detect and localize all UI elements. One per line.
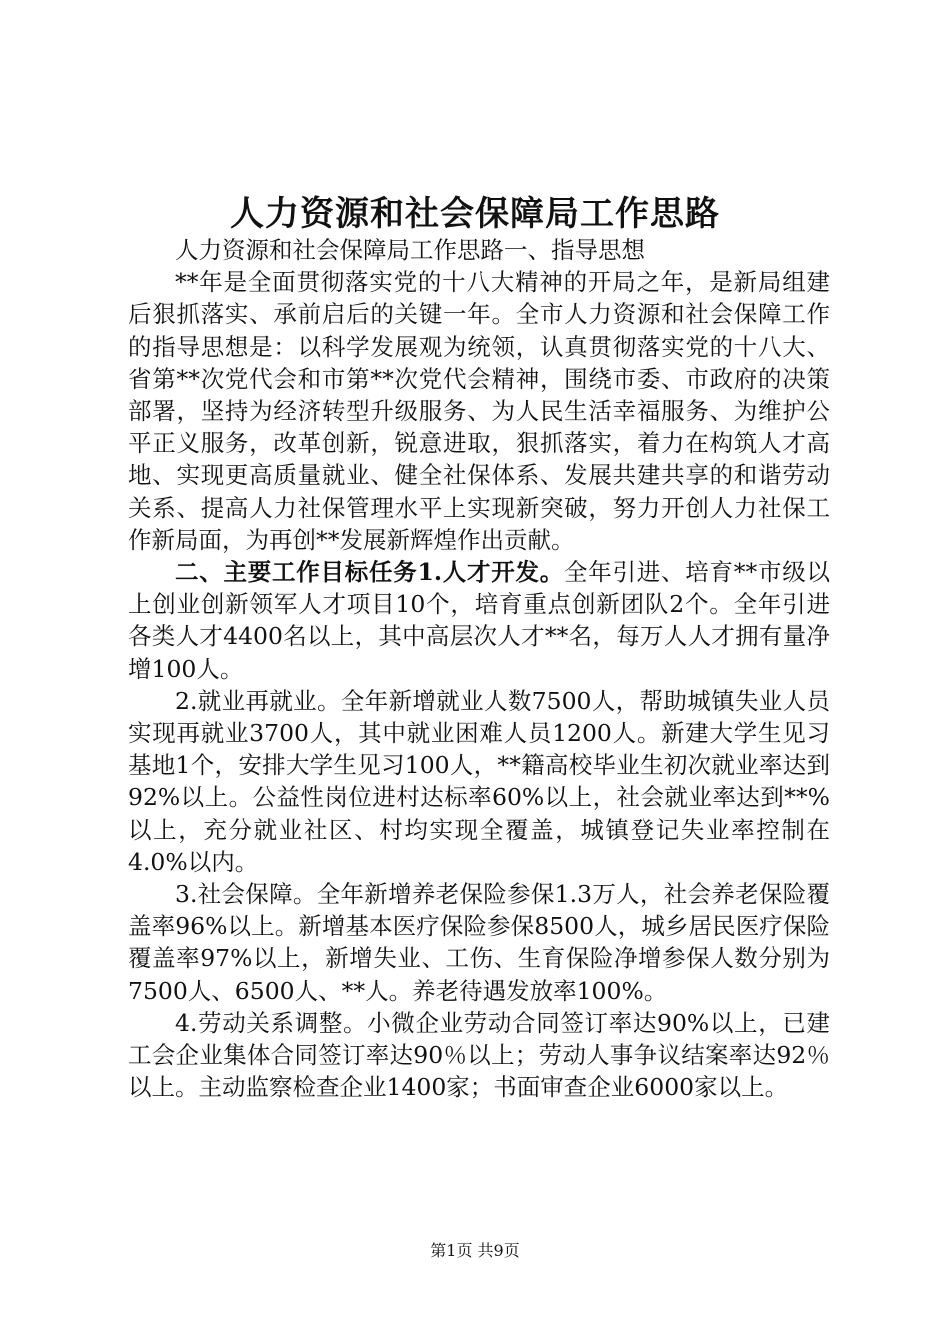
section-heading-main-goals: 二、主要工作目标任务1.人才开发。	[175, 558, 565, 587]
paragraph-talent-text: 全年引进、培育**市级以上创业创新领军人才项目10个，培育重点创新团队2个。全年引进各类人才4400名以上，其中高层次人才**名，每万人人才拥有量净增100人。	[128, 558, 830, 683]
paragraph-employment: 2.就业再就业。全年新增就业人数7500人，帮助城镇失业人员实现再就业3700人，其中就业困难人员1200人。新建大学生见习基地1个，安排大学生见习100人，**籍高校毕业生初次就业率达到92%以上。公益性岗位进村达标率60%以上，社会就业率达到**%以上，充分就业社区、村均实现全覆盖，城镇登记失业率控制在4.0%以内。	[128, 686, 830, 876]
subtitle-line: 人力资源和社会保障局工作思路一、指导思想	[175, 236, 645, 264]
paragraph-labor-relations: 4.劳动关系调整。小微企业劳动合同签订率达90%以上，已建工会企业集体合同签订率达90％以上；劳动人事争议结案率达92％以上。主动监察检查企业1400家；书面审查企业6000家以上。	[128, 1008, 830, 1102]
paragraph-guiding-thought: **年是全面贯彻落实党的十八大精神的开局之年，是新局组建后狠抓落实、承前启后的关键一年。全市人力资源和社会保障工作的指导思想是：以科学发展观为统领，认真贯彻落实党的十八大、省第**次党代会和市第**次党代会精神，围绕市委、市政府的决策部署，坚持为经济转型升级服务、为人民生活幸福服务、为维护公平正义服务，改革创新，锐意进取，狠抓落实，着力在构筑人才高地、实现更高质量就业、健全社保体系、发展共建共享的和谐劳动关系、提高人力社保管理水平上实现新突破，努力开创人力社保工作新局面，为再创**发展新辉煌作出贡献。	[128, 268, 830, 554]
paragraph-talent-development	[128, 556, 830, 685]
document-body	[128, 234, 830, 1103]
page-footer: 第1页 共9页	[430, 1241, 520, 1260]
paragraph-social-security: 3.社会保障。全年新增养老保险参保1.3万人，社会养老保险覆盖率96%以上。新增基本医疗保险参保8500人，城乡居民医疗保险覆盖率97%以上，新增失业、工伤、生育保险净增参保人数分别为7500人、6500人、**人。养老待遇发放率100%。	[128, 880, 830, 1005]
document-title: 人力资源和社会保障局工作思路	[230, 194, 720, 234]
